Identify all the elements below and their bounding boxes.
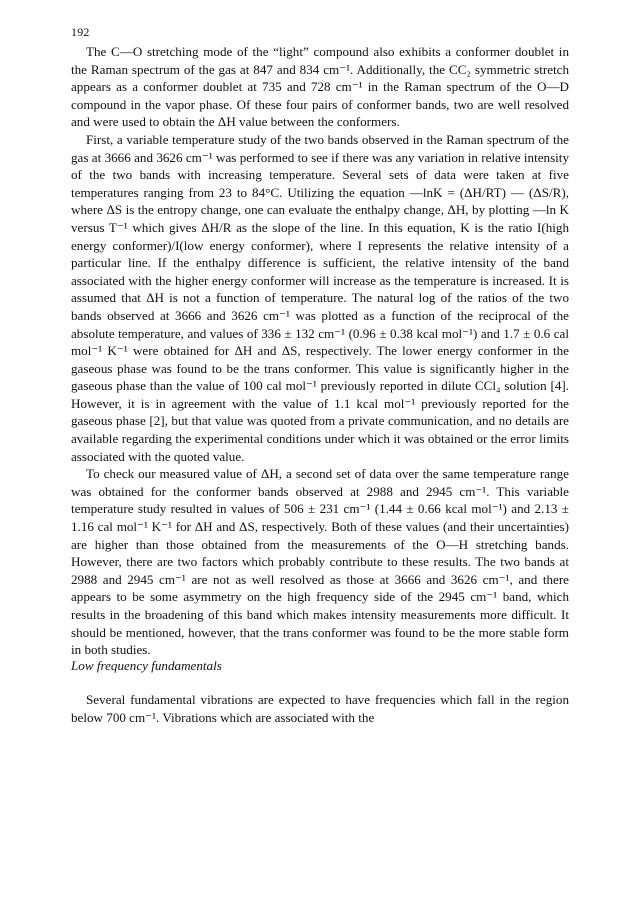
paragraph-variable-temperature-study: First, a variable temperature study of the two bands observed in the Raman spectrum of the gas at 3666 and 3626 cm⁻¹ was performed to see if there was any variation in relative intensity of the two bands with increasing temperature. Several sets of data were taken at five temperatures ranging from 23 to 84°C. Utilizing the equation —lnK = (ΔH/RT) — (ΔS/R), where ΔS is the entropy change, one can evaluate the enthalpy change, ΔH, by plotting —ln K versus T⁻¹ which gives ΔH/R as the slope of the line. In this equation, K is the ratio I(high energy conformer)/I(low energy conformer), where I represents the relative intensity of a particular line. If the enthalpy difference is sufficient, the relative intensity of the band associated with the higher energy conformer will increase as the temperature is increased. It is assumed that ΔH is not a function of temperature. The natural log of the ratios of the two bands observed at 3666 and 3626 cm⁻¹ was plotted as a function of the reciprocal of the absolute temperature, and values of 336 ± 132 cm⁻¹ (0.96 ± 0.38 kcal mol⁻¹) and 1.7 ± 0.6 cal mol⁻¹ K⁻¹ were obtained for ΔH and ΔS, respectively. The lower energy conformer in the gaseous phase was found to be the trans conformer. This value is significantly higher in the gaseous phase than the value of 100 cal mol⁻¹ previously reported in dilute CCl₄ solution [4]. However, it is in agreement with the value of 1.1 kcal mol⁻¹ previously reported for the gaseous phase [2], but that value was quoted from a private communication, and no details are available regarding the experimental conditions under which it was obtained or the error limits associated with the quoted value. <box>71 131 569 464</box>
paragraph-low-frequency: Several fundamental vibrations are expected to have frequencies which fall in the region below 700 cm⁻¹. Vibrations which are associated with the <box>71 692 569 725</box>
paragraph-conformer-doublets: The C—O stretching mode of the “light” compound also exhibits a conformer doublet in the Raman spectrum of the gas at 847 and 834 cm⁻¹. Additionally, the CC₂ symmetric stretch appears as a conformer doublet at 735 and 728 cm⁻¹ in the Raman spectrum of the O—D compound in the vapor phase. Of these four pairs of conformer bands, two are well resolved and were used to obtain the ΔH value between the conformers. <box>71 44 569 130</box>
page-number: 192 <box>71 25 90 39</box>
section-heading: Low frequency fundamentals <box>71 658 222 673</box>
section-body <box>71 691 569 726</box>
body-text <box>71 43 569 659</box>
paragraph-second-data-set: To check our measured value of ΔH, a second set of data over the same temperature range was obtained for the conformer bands observed at 2988 and 2945 cm⁻¹. This variable temperature study resulted in values of 506 ± 231 cm⁻¹ (1.44 ± 0.66 kcal mol⁻¹) and 2.13 ± 1.16 cal mol⁻¹ K⁻¹ for ΔH and ΔS, respectively. Both of these values (and their uncertainties) are higher than those obtained from the measurements of the O—H stretching bands. However, there are two factors which probably contribute to these results. The two bands at 2988 and 2945 cm⁻¹ are not as well resolved as those at 3666 and 3626 cm⁻¹, and there appears to be some asymmetry on the high frequency side of the 2945 cm⁻¹ band, which results in the broadening of this band which makes intensity measurements more difficult. It should be mentioned, however, that the trans conformer was found to be the more stable form in both studies. <box>71 466 569 658</box>
